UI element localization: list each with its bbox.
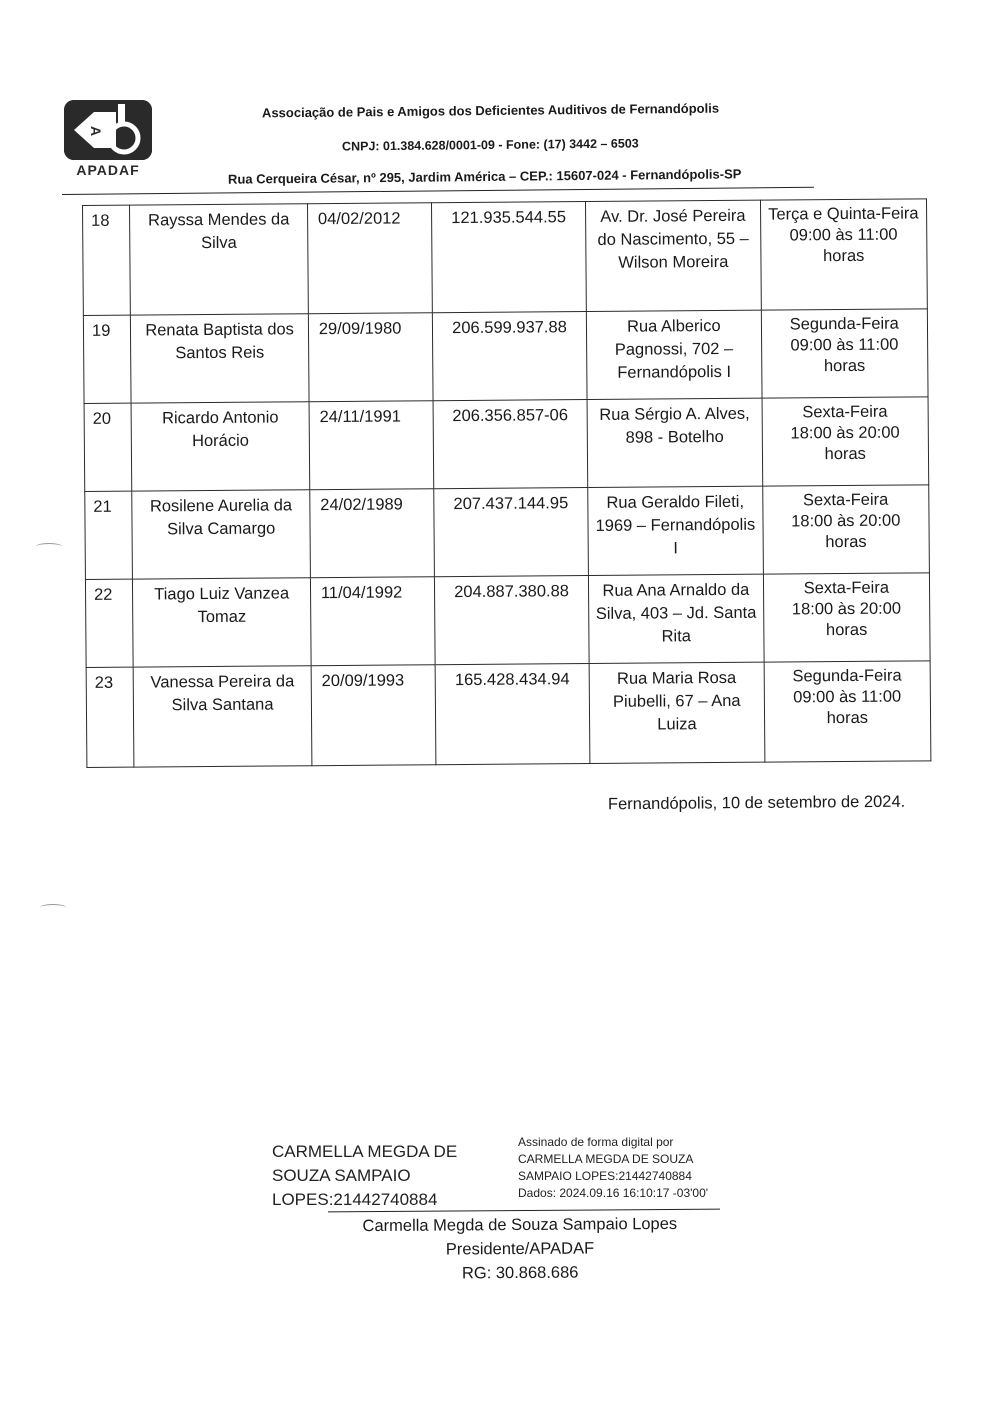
header-divider — [62, 187, 814, 195]
row-number: 20 — [84, 403, 132, 491]
schedule-days: Sexta-Feira — [802, 402, 888, 422]
cpf-number: 204.887.380.88 — [434, 576, 589, 665]
row-number: 18 — [83, 205, 131, 315]
birth-date: 04/02/2012 — [307, 203, 432, 314]
schedule — [761, 309, 928, 398]
birth-date: 29/09/1980 — [308, 313, 433, 402]
signature-name-line: SOUZA SAMPAIO — [272, 1166, 411, 1185]
cpf-number: 165.428.434.94 — [435, 664, 590, 765]
members-table — [82, 198, 931, 768]
member-address: Rua Alberico Pagnossi, 702 – Fernandópolis I — [586, 310, 761, 399]
member-address: Rua Sérgio A. Alves, 898 - Botelho — [587, 398, 762, 487]
signature-name-line: CARMELLA MEGDA DE — [272, 1142, 458, 1161]
member-address: Rua Maria Rosa Piubelli, 67 – Ana Luiza — [589, 662, 764, 763]
schedule-time: 09:00 às 11:00 horas — [789, 225, 898, 266]
logo-text: APADAF — [76, 162, 140, 178]
member-name: Rosilene Aurelia da Silva Camargo — [132, 490, 310, 579]
schedule-days: Sexta-Feira — [802, 490, 889, 510]
birth-date: 24/02/1989 — [310, 489, 435, 578]
schedule-days: Sexta-Feira — [803, 578, 890, 598]
ear-emblem-icon — [64, 100, 152, 160]
row-number: 21 — [85, 491, 133, 579]
row-number: 23 — [86, 667, 134, 767]
cpf-number: 206.356.857-06 — [433, 400, 588, 489]
schedule — [763, 573, 930, 662]
table-row — [83, 199, 928, 316]
birth-date: 20/09/1993 — [311, 665, 436, 766]
member-name: Rayssa Mendes da Silva — [130, 204, 308, 315]
member-name: Ricardo Antonio Horácio — [131, 402, 309, 491]
signer-name: Carmella Megda de Souza Sampaio Lopes — [362, 1214, 678, 1236]
schedule — [762, 397, 929, 486]
schedule-time: 09:00 às 11:00 horas — [793, 687, 902, 728]
member-name: Tiago Luiz Vanzea Tomaz — [133, 578, 311, 667]
signature-meta-line: CARMELLA MEGDA DE SOUZA — [518, 1152, 694, 1166]
organization-name: Associação de Pais e Amigos dos Deficientes Auditivos de Fernandópolis — [261, 100, 720, 121]
table-row — [85, 573, 930, 668]
schedule — [760, 199, 927, 310]
signature-metadata — [518, 1134, 708, 1202]
cpf-number: 121.935.544.55 — [431, 202, 586, 313]
cpf-number: 206.599.937.88 — [432, 312, 587, 401]
table-row — [84, 397, 929, 492]
signature-name — [272, 1140, 512, 1212]
birth-date: 24/11/1991 — [309, 401, 434, 490]
schedule — [762, 485, 929, 574]
organization-address: Rua Cerqueira César, nº 295, Jardim América – CEP.: 15607-024 - Fernandópolis-SP — [227, 166, 742, 187]
birth-date: 11/04/1992 — [310, 577, 435, 666]
svg-text:A: A — [88, 126, 104, 137]
signature-meta-line: SAMPAIO LOPES:21442740884 — [518, 1169, 692, 1183]
signature-meta-line: Assinado de forma digital por — [518, 1135, 674, 1149]
cnpj-phone: CNPJ: 01.384.628/0001-09 - Fone: (17) 3442 – 6503 — [341, 136, 639, 154]
row-number: 22 — [85, 579, 133, 667]
member-address: Rua Ana Arnaldo da Silva, 403 – Jd. Santa Rita — [589, 574, 764, 663]
schedule-time: 18:00 às 20:00 horas — [791, 599, 902, 640]
date-line: Fernandópolis, 10 de setembro de 2024. — [607, 792, 906, 814]
signature-name-line: LOPES:21442740884 — [272, 1190, 438, 1209]
member-address: Rua Geraldo Fileti, 1969 – Fernandópolis I — [588, 486, 763, 575]
table-row — [86, 661, 931, 768]
table-row — [85, 485, 930, 580]
schedule-time: 09:00 às 11:00 horas — [790, 335, 899, 376]
signer-rg: RG: 30.868.686 — [461, 1263, 579, 1283]
signature-meta-line: Dados: 2024.09.16 16:10:17 -03'00' — [518, 1186, 709, 1200]
cpf-number: 207.437.144.95 — [434, 488, 589, 577]
row-number: 19 — [83, 315, 131, 403]
member-name: Renata Baptista dos Santos Reis — [131, 314, 309, 403]
signer-info — [330, 1212, 710, 1287]
logo-emblem — [64, 100, 152, 160]
schedule-time: 18:00 às 20:00 horas — [791, 511, 901, 552]
schedule — [764, 661, 931, 762]
apadaf-logo — [64, 100, 152, 178]
signer-role: Presidente/APADAF — [445, 1239, 595, 1259]
schedule-days: Segunda-Feira — [792, 666, 902, 686]
schedule-days: Segunda-Feira — [789, 314, 899, 334]
member-name: Vanessa Pereira da Silva Santana — [134, 666, 312, 767]
table-row — [83, 309, 928, 404]
scan-mark — [40, 904, 66, 911]
schedule-time: 18:00 às 20:00 horas — [790, 423, 900, 464]
schedule-days: Terça e Quinta-Feira — [768, 204, 919, 224]
member-address: Av. Dr. José Pereira do Nascimento, 55 – Wilson Moreira — [586, 200, 761, 311]
scan-mark — [36, 543, 62, 550]
